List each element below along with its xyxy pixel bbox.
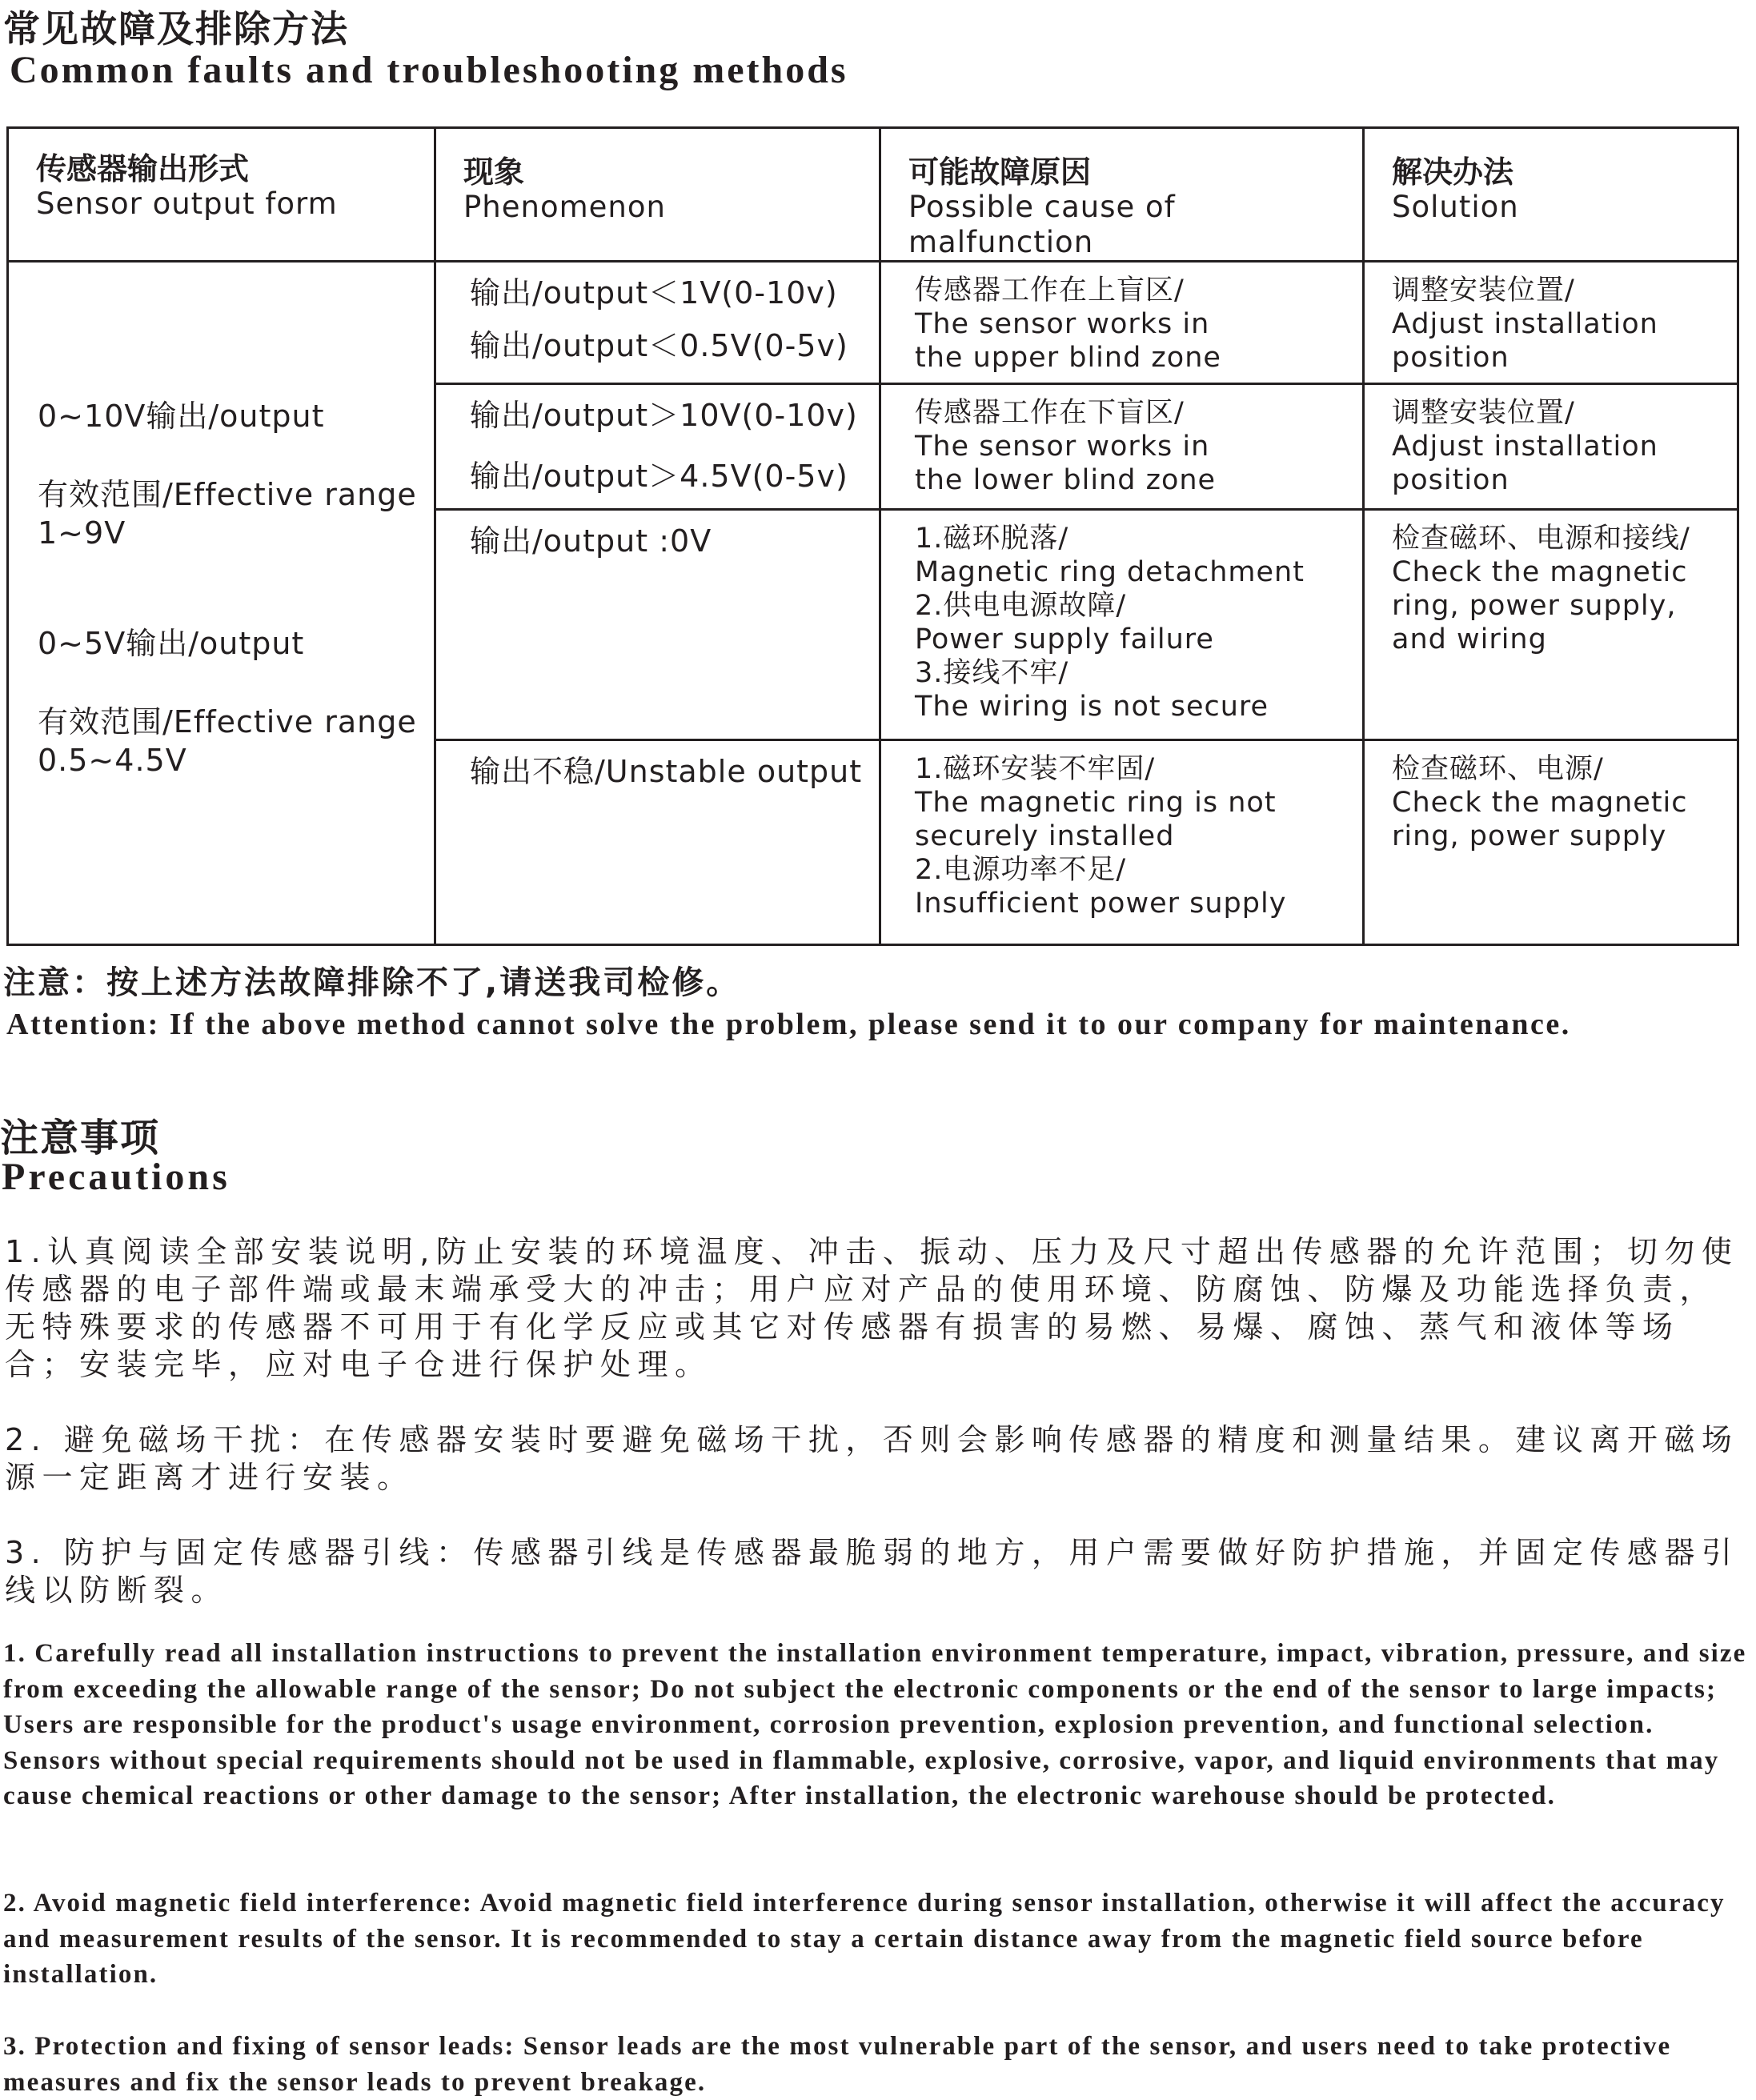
cause-line: 1.磁环脱落/ xyxy=(915,523,1069,555)
cause-cell xyxy=(880,740,1364,945)
attention-cn: 注意：按上述方法故障排除不了,请送我司检修。 xyxy=(3,964,741,1001)
range-label-10v: 有效范围/Effective range xyxy=(38,477,417,512)
solution-line: position xyxy=(1392,342,1509,374)
solution-line: 调整安装位置/ xyxy=(1392,397,1575,429)
precaution-en-1: 1. Carefully read all installation instructions to prevent the installation environment temperature, impact, vibration, pressure, and size from exceeding the allowable range of the sensor; Do not subject the electronic components or the end of the sensor to large impacts; Users are responsible for the product's usage environment, corrosion prevention, explosion prevention, and functional selection. Sensors without special requirements should not be used in flammable, explosive, corrosive, vapor, and liquid environments that may cause chemical reactions or other damage to the sensor; After installation, the electronic warehouse should be protected. xyxy=(3,1639,1747,1810)
cause-line: The sensor works in xyxy=(915,308,1210,340)
phenomenon-line: 输出不稳/Unstable output xyxy=(470,754,863,789)
cause-line: 3.接线不牢/ xyxy=(915,657,1069,689)
output-form-cell xyxy=(8,262,435,945)
header-en: Sensor output form xyxy=(36,186,338,221)
solution-line: Adjust installation xyxy=(1392,431,1658,463)
cause-line: The wiring is not secure xyxy=(915,691,1269,723)
header-phenomenon xyxy=(435,128,880,262)
cause-cell xyxy=(880,262,1364,384)
header-cn: 传感器输出形式 xyxy=(36,151,250,186)
solution-line: ring, power supply, xyxy=(1392,590,1677,622)
phenomenon-line: 输出/output＜0.5V(0-5v) xyxy=(470,328,848,363)
faults-title-cn: 常见故障及排除方法 xyxy=(3,7,349,50)
header-en: Possible cause of malfunction xyxy=(908,190,1176,259)
header-cn: 现象 xyxy=(463,154,525,190)
solution-cell xyxy=(1364,384,1738,510)
header-cause xyxy=(880,128,1364,262)
phenomenon-line: 输出/output＞10V(0-10v) xyxy=(470,398,858,433)
solution-line: 检查磁环、电源和接线/ xyxy=(1392,523,1690,555)
solution-cell xyxy=(1364,740,1738,945)
cause-line: 传感器工作在下盲区/ xyxy=(915,397,1185,429)
cause-line: 1.磁环安装不牢固/ xyxy=(915,753,1156,785)
faults-title-en: Common faults and troubleshooting methods xyxy=(10,49,848,91)
precaution-en-2: 2. Avoid magnetic field interference: Avoid magnetic field interference during sensor installation, otherwise it will affect the accuracy and measurement results of the sensor. It is recommended to stay a certain distance away from the magnetic field source before installation. xyxy=(3,1889,1726,1989)
phenomenon-cell xyxy=(435,262,880,384)
phenomenon-cell xyxy=(435,384,880,510)
range-5v: 0.5~4.5V xyxy=(38,743,187,778)
phenomenon-line: 输出/output :0V xyxy=(470,523,712,559)
output-10v: 0~10V输出/output xyxy=(38,399,325,434)
cause-cell xyxy=(880,510,1364,740)
table-header-row xyxy=(8,128,1738,262)
header-en: Solution xyxy=(1392,190,1519,224)
solution-line: Check the magnetic xyxy=(1392,787,1688,819)
output-5v: 0~5V输出/output xyxy=(38,626,305,661)
table-row xyxy=(8,262,1738,384)
solution-line: and wiring xyxy=(1392,623,1547,655)
cause-line: 2.电源功率不足/ xyxy=(915,854,1127,886)
cause-cell xyxy=(880,384,1364,510)
precaution-cn-2: 2. 避免磁场干扰：在传感器安装时要避免磁场干扰，否则会影响传感器的精度和测量结果。建议离开磁场源一定距离才进行安装。 xyxy=(5,1422,1739,1495)
header-output-form xyxy=(8,128,435,262)
cause-line: 2.供电电源故障/ xyxy=(915,590,1127,622)
cause-line: The magnetic ring is not xyxy=(915,787,1277,819)
precautions-title-en: Precautions xyxy=(2,1156,231,1198)
cause-line: Insufficient power supply xyxy=(915,888,1287,920)
cause-line: 传感器工作在上盲区/ xyxy=(915,275,1185,307)
phenomenon-line: 输出/output＞4.5V(0-5v) xyxy=(470,459,848,494)
header-cn: 解决办法 xyxy=(1392,154,1514,190)
solution-line: Adjust installation xyxy=(1392,308,1658,340)
solution-cell xyxy=(1364,262,1738,384)
solution-line: Check the magnetic xyxy=(1392,556,1688,588)
header-cn: 可能故障原因 xyxy=(908,154,1092,190)
solution-cell xyxy=(1364,510,1738,740)
cause-line: the upper blind zone xyxy=(915,342,1221,374)
solution-line: 检查磁环、电源/ xyxy=(1392,753,1604,785)
phenomenon-line: 输出/output＜1V(0-10v) xyxy=(470,275,838,311)
precaution-cn-1: 1.认真阅读全部安装说明,防止安装的环境温度、冲击、振动、压力及尺寸超出传感器的允许范围；切勿使传感器的电子部件端或最末端承受大的冲击；用户应对产品的使用环境、防腐蚀、防爆及功能选择负责，无特殊要求的传感器不可用于有化学反应或其它对传感器有损害的易燃、易爆、腐蚀、蒸气和液体等场合；安装完毕，应对电子仓进行保护处理。 xyxy=(5,1234,1739,1382)
cause-line: Power supply failure xyxy=(915,623,1214,655)
header-en: Phenomenon xyxy=(463,190,666,224)
solution-line: ring, power supply xyxy=(1392,820,1667,852)
cause-line: securely installed xyxy=(915,820,1175,852)
solution-line: 调整安装位置/ xyxy=(1392,275,1575,307)
precaution-cn-3: 3. 防护与固定传感器引线：传感器引线是传感器最脆弱的地方，用户需要做好防护措施，并固定传感器引线以防断裂。 xyxy=(5,1535,1739,1608)
cause-line: the lower blind zone xyxy=(915,464,1217,496)
phenomenon-cell xyxy=(435,510,880,740)
solution-line: position xyxy=(1392,464,1509,496)
range-10v: 1~9V xyxy=(38,515,126,551)
cause-line: The sensor works in xyxy=(915,431,1210,463)
header-solution xyxy=(1364,128,1738,262)
faults-table xyxy=(6,126,1739,946)
cause-line: Magnetic ring detachment xyxy=(915,556,1305,588)
precaution-en-3: 3. Protection and fixing of sensor leads: Sensor leads are the most vulnerable part of the sensor, and users need to take protective measures and fix the sensor leads to prevent breakage. xyxy=(3,2032,1672,2097)
phenomenon-cell xyxy=(435,740,880,945)
range-label-5v: 有效范围/Effective range xyxy=(38,704,417,739)
precautions-title-cn: 注意事项 xyxy=(0,1116,161,1160)
attention-en: Attention: If the above method cannot solve the problem, please send it to our company for maintenance. xyxy=(6,1008,1571,1041)
